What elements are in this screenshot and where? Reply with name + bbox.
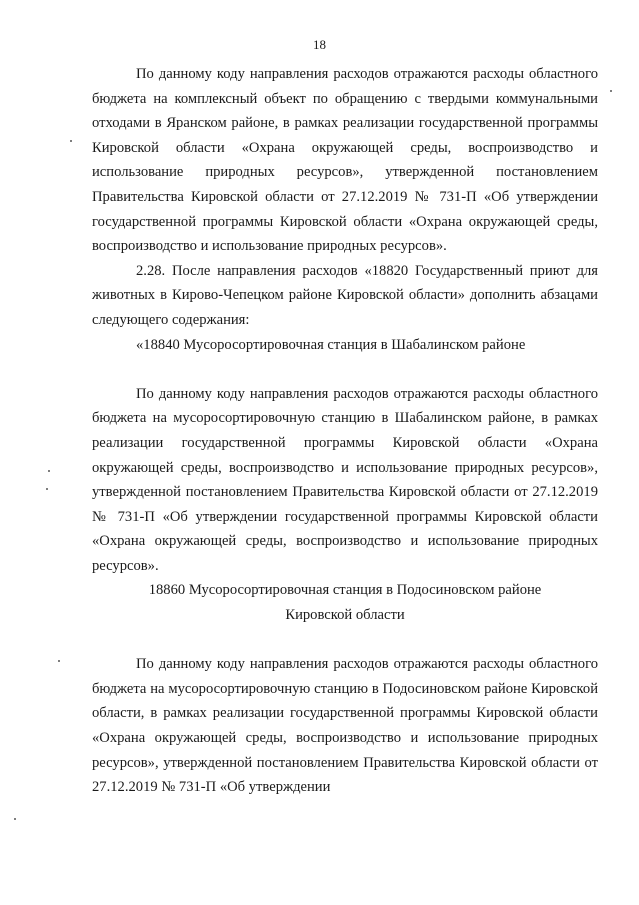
scan-speck: [610, 90, 612, 92]
heading-18840: «18840 Мусоросортировочная станция в Шабалинском районе: [136, 336, 526, 353]
heading-18860-line2: Кировской области: [285, 607, 405, 624]
blank-line: [92, 628, 598, 653]
scan-speck: [70, 140, 72, 142]
document-body: [92, 62, 598, 800]
heading-18860-line1: 18860 Мусоросортировочная станция в Подосиновском районе: [148, 582, 542, 599]
paragraph-podosinovsk: По данному коду направления расходов отражаются расходы областного бюджета на мусоросортировочную станцию в Подосиновском районе Кировской области, в рамках реализации государственной программы Кировской области «Охрана окружающей среды, воспроизводство и использование природных ресурсов», утвержденной постановлением Правительства Кировской области от 27.12.2019 № 731-П «Об утверждении: [92, 656, 598, 796]
paragraph-shabalinsk: По данному коду направления расходов отражаются расходы областного бюджета на мусоросортировочную станцию в Шабалинском районе, в рамках реализации государственной программы Кировской области «Охрана окружающей среды, воспроизводство и использование природных ресурсов», утвержденной постановлением Правительства Кировской области от 27.12.2019 № 731-П «Об утверждении государственной программы Кировской области «Охрана окружающей среды, воспроизводство и использование природных ресурсов».: [92, 385, 598, 574]
paragraph-2-28: 2.28. После направления расходов «18820 Государственный приют для животных в Кирово-Чепецком районе Кировской области» дополнить абзацами следующего содержания:: [92, 262, 598, 328]
scan-speck: [14, 818, 16, 820]
scan-speck: [46, 488, 48, 490]
scan-speck: [48, 470, 50, 472]
paragraph-yaransk: По данному коду направления расходов отражаются расходы областного бюджета на комплексный объект по обращению с твердыми коммунальными отходами в Яранском районе, в рамках реализации государственной программы Кировской области «Охрана окружающей среды, воспроизводство и использование природных ресурсов», утвержденной постановлением Правительства Кировской области от 27.12.2019 № 731-П «Об утверждении государственной программы Кировской области «Охрана окружающей среды, воспроизводство и использование природных ресурсов».: [92, 66, 598, 255]
blank-line: [92, 357, 598, 382]
page-number: 18: [313, 37, 326, 52]
scan-speck: [58, 660, 60, 662]
